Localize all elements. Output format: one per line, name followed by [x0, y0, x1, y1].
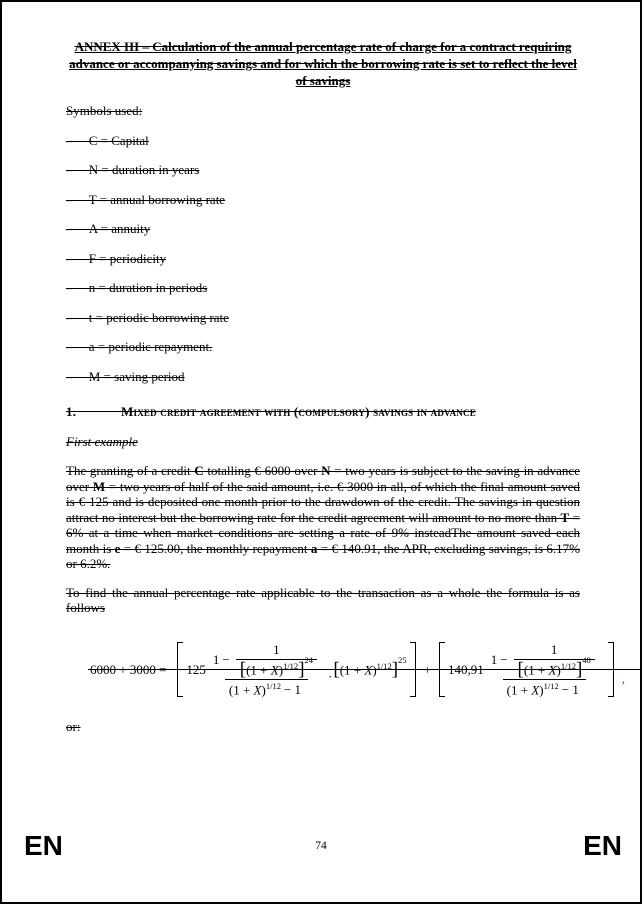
variable-x: X	[548, 661, 557, 677]
or-label: or:	[66, 719, 81, 735]
square-bracket-open: [	[239, 658, 247, 680]
square-bracket-close: ]	[575, 658, 583, 680]
symbol-item-periodicity: – F = periodicity	[66, 250, 167, 266]
fraction-term-1: 1 − 1 [ $(1 + X)^{1/12}$ ] $^{24}$ $(1 + X)^{1/12}$ − 1	[209, 642, 324, 698]
minus-one: − 1	[561, 681, 579, 697]
numerator-one: 1	[490, 651, 498, 667]
formula-strikethrough-line	[88, 669, 642, 670]
formula-lhs: 6000 + 3000 =	[90, 661, 167, 677]
symbol-item-periodic-rate: – t = periodic borrowing rate	[66, 309, 229, 325]
variable-x: X	[270, 661, 279, 677]
exponent-1-12: 1/12	[543, 680, 559, 691]
numerator-one: 1	[212, 651, 220, 667]
first-example-label: First example	[66, 433, 138, 449]
variable-x: X	[531, 682, 540, 698]
page-number: 74	[315, 840, 327, 852]
exponent-1-12: 1/12	[376, 660, 392, 671]
section-1-heading: 1. Mixed credit agreement with (compulsory) savings in advance	[66, 404, 476, 419]
multiplication-dot: ·	[328, 668, 333, 684]
bracketed-power-24: [ $(1 + X)^{1/12}$ ] $^{24}$	[239, 654, 314, 680]
symbol-item-capital: – C = Capital	[66, 132, 149, 148]
square-bracket-close: ]	[298, 658, 305, 680]
variable-x: X	[253, 682, 262, 698]
symbol-item-duration-periods: – n = duration in periods	[66, 280, 208, 295]
symbol-item-borrowing-rate: – T = annual borrowing rate	[66, 191, 226, 207]
symbol-item-periodic-repayment: – a = periodic repayment.	[66, 339, 213, 354]
square-bracket-open: [	[517, 658, 524, 680]
bracketed-power-25: [ $(1 + X)^{1/12}$ ] $^{25}$	[333, 655, 407, 680]
formula-intro-paragraph: To find the annual percentage rate applicable to the transaction as a whole the formula is as follows	[66, 584, 580, 615]
exponent-1-12: 1/12	[283, 660, 299, 671]
square-bracket-open: [	[333, 658, 340, 680]
fraction-term-2: 1 − 1 [ $(1 + X)^{1/12}$ ] $^{48}$ $(1 + X)^{1/12}$ − 1	[487, 642, 602, 698]
inner-numerator-one: 1	[550, 641, 558, 657]
minus-one: − 1	[283, 681, 302, 697]
symbol-item-annuity: – A = annuity	[66, 221, 151, 236]
apr-formula	[90, 642, 625, 698]
example-description-paragraph: The granting of a credit C totalling € 6000 over N = two years is subject to the saving in advance over M = two years of half of the said amount, i.e. € 3000 in all, of which the final amount saved is € 125 and is deposited one month prior to the drawdown of the credit. The savings in question attract no interest but the borrowing rate for the credit agreement will amount to no more than T = 6% at a time when market conditions are setting a rate of 9% insteadThe amount saved each month is e = € 125.00, the monthly repayment a = € 140.91, the APR, excluding savings, is 6.17% or 6.2%.	[66, 463, 580, 571]
page-content	[66, 32, 626, 748]
variable-x: X	[364, 661, 373, 677]
minus-operator: −	[222, 651, 230, 667]
revision-comma: ,	[621, 670, 626, 686]
symbol-item-duration-years: – N = duration in years	[66, 162, 200, 177]
exponent-1-12: 1/12	[265, 680, 281, 691]
exponent-25: 25	[398, 655, 407, 666]
exponent-1-12: 1/12	[560, 660, 576, 671]
square-bracket-close: ]	[391, 658, 399, 680]
footer-language-right: EN	[583, 830, 622, 861]
exponent-48: 48	[582, 654, 591, 665]
formula-coefficient-1: 125	[186, 661, 206, 677]
symbol-item-saving-period: – M = saving period	[66, 368, 185, 384]
symbols-heading: Symbols used:	[66, 103, 143, 118]
inner-numerator-one: 1	[273, 641, 280, 657]
exponent-24: 24	[304, 654, 314, 665]
minus-operator: −	[500, 651, 508, 667]
annex-title: ANNEX III – Calculation of the annual percentage rate of charge for a contract requiring advance or accompanying savings and for which the borrowing rate is set to reflect the level of savings	[69, 39, 577, 88]
footer-language-left: EN	[24, 830, 63, 861]
plus-operator: +	[423, 661, 431, 677]
formula-coefficient-2: 140,91	[447, 661, 484, 677]
bracketed-power-48: [ $(1 + X)^{1/12}$ ] $^{48}$	[517, 654, 591, 680]
